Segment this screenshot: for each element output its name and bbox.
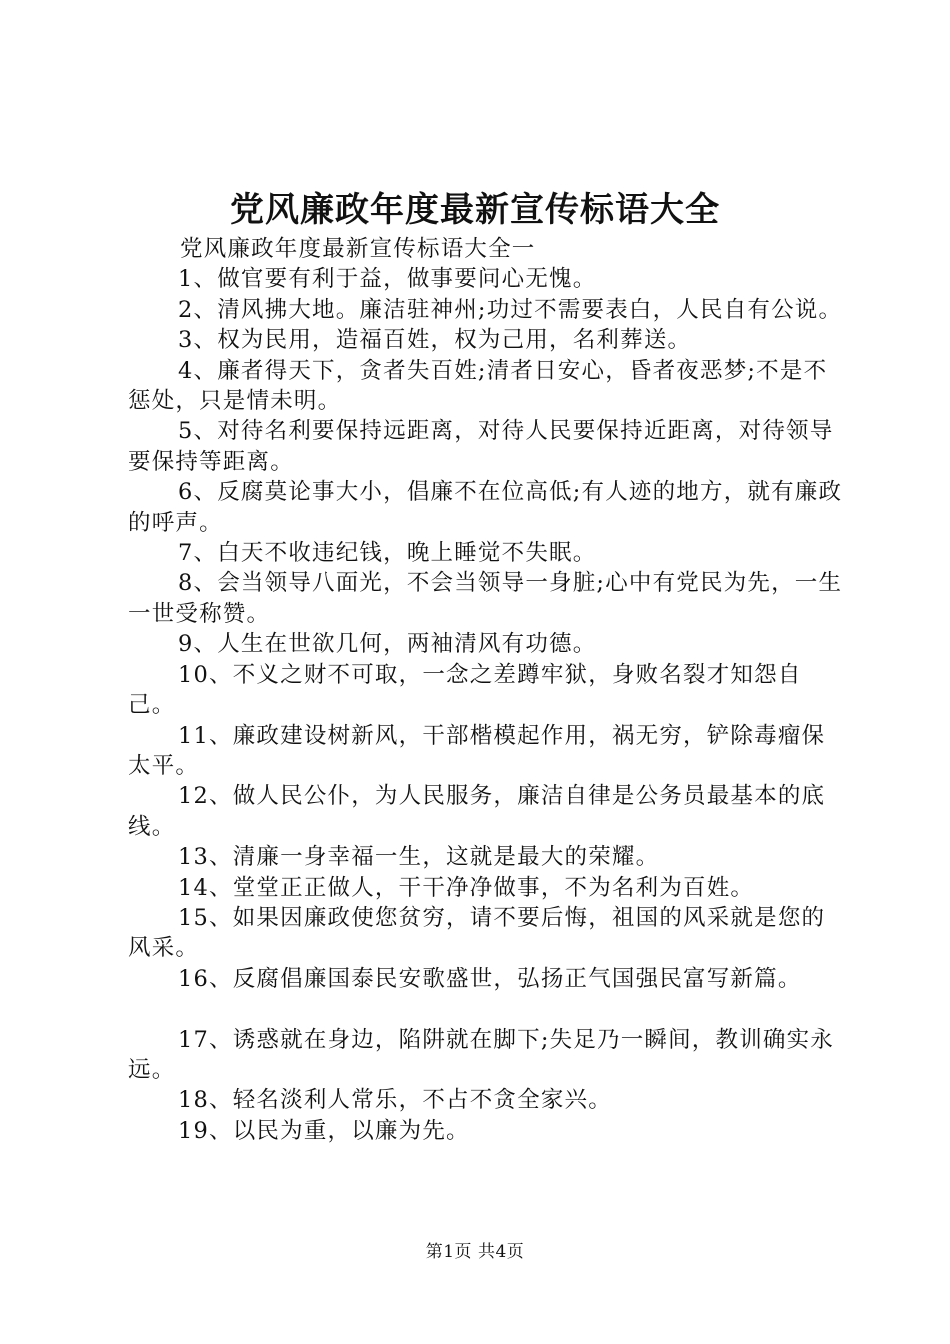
slogan-item: 18、轻名淡利人常乐，不占不贪全家兴。	[178, 1087, 612, 1114]
slogan-item: 8、会当领导八面光，不会当领导一身脏;心中有党民为先，一生一世受称赞。	[128, 570, 843, 627]
slogan-item: 12、做人民公仆，为人民服务，廉洁自律是公务员最基本的底线。	[128, 783, 826, 840]
slogan-item: 5、对待名利要保持远距离，对待人民要保持近距离，对待领导要保持等距离。	[128, 418, 834, 475]
slogan-item: 19、以民为重，以廉为先。	[178, 1117, 470, 1144]
slogan-item: 2、清风拂大地。廉洁驻神州;功过不需要表白，人民自有公说。	[178, 296, 843, 323]
slogan-item: 1、做官要有利于益，做事要问心无愧。	[178, 266, 597, 293]
document-body	[128, 234, 848, 1146]
slogan-item: 4、廉者得天下，贪者失百姓;清者日安心，昏者夜恶梦;不是不惩处，只是情未明。	[128, 357, 828, 415]
document-title: 党风廉政年度最新宣传标语大全	[230, 190, 720, 230]
page-footer: 第1页 共4页	[425, 1242, 525, 1262]
slogan-item: 10、不义之财不可取，一念之差蹲牢狱，身败名裂才知怨自己。	[128, 661, 802, 719]
slogan-item: 17、诱惑就在身边，陷阱就在脚下;失足乃一瞬间，教训确实永远。	[128, 1026, 835, 1083]
slogan-item: 11、廉政建设树新风，干部楷模起作用，祸无穷，铲除毒瘤保太平。	[128, 722, 826, 779]
section-subtitle: 党风廉政年度最新宣传标语大全一	[180, 236, 536, 262]
slogan-item: 9、人生在世欲几何，两袖清风有功德。	[178, 631, 597, 658]
slogan-item: 7、白天不收违纪钱，晚上睡觉不失眠。	[178, 540, 597, 567]
slogan-item: 16、反腐倡廉国泰民安歌盛世，弘扬正气国强民富写新篇。	[178, 965, 802, 992]
blank-line	[128, 994, 848, 1024]
slogan-item: 6、反腐莫论事大小，倡廉不在位高低;有人迹的地方，就有廉政的呼声。	[128, 479, 843, 536]
slogan-item: 15、如果因廉政使您贫穷，请不要后悔，祖国的风采就是您的风采。	[128, 904, 826, 962]
slogan-item: 14、堂堂正正做人，干干净净做事，不为名利为百姓。	[178, 874, 755, 901]
slogan-item: 13、清廉一身幸福一生，这就是最大的荣耀。	[178, 844, 660, 871]
slogan-item: 3、权为民用，造福百姓，权为己用，名利葬送。	[178, 327, 692, 354]
